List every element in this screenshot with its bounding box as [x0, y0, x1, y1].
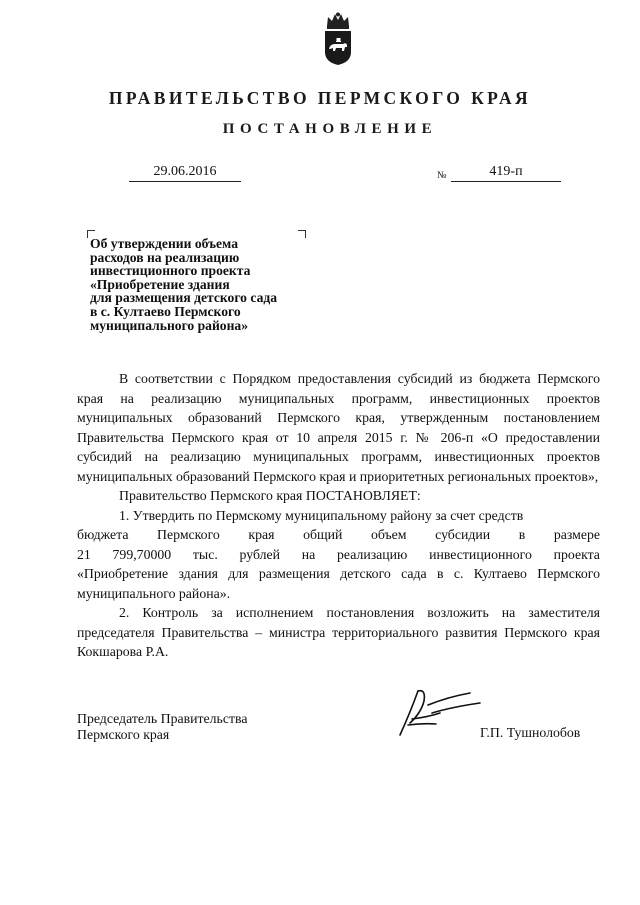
- word: на: [301, 546, 316, 562]
- date-underline: [129, 181, 241, 182]
- government-title: ПРАВИТЕЛЬСТВО ПЕРМСКОГО КРАЯ: [108, 88, 532, 108]
- item-1-first-line: 1. Утвердить по Пермскому муниципальному району за счет средств: [119, 507, 524, 523]
- item-1-line-2: [77, 525, 600, 545]
- word: края: [248, 527, 275, 542]
- item-1-line-3: [77, 545, 600, 565]
- decree-date: 29.06.2016: [153, 164, 217, 179]
- word: общий: [303, 527, 343, 542]
- word: реализацию: [337, 546, 408, 562]
- word: Пермского: [157, 527, 220, 542]
- decree-body: [77, 369, 600, 662]
- word: субсидии: [435, 527, 491, 542]
- word: 21: [77, 546, 91, 562]
- word: проекта: [553, 546, 600, 562]
- subject-line: расходов на реализацию: [90, 249, 240, 265]
- word: бюджета: [77, 527, 129, 542]
- number-underline: [451, 181, 561, 182]
- position-line: Пермского края: [77, 727, 170, 742]
- word: тыс.: [192, 546, 218, 562]
- word: рублей: [239, 546, 281, 562]
- word: размере: [553, 527, 600, 542]
- subject-line: Об утверждении объема: [90, 236, 239, 251]
- preamble-paragraph: В соответствии с Порядком предоставления субсидий из бюджета Пермского края на реализацию муниципальных программ, инвестиционных проектов муниципальных образований Пермского края, утвержденным постановлением Правительства Пермского края от 10 апреля 2015 г. № 206-п «О предоставлении субсидий на реализацию муниципальных программ, инвестиционных проектов муниципальных образований Пермского края и приоритетных региональных проектов»,: [77, 371, 600, 484]
- decree-subject: [90, 237, 320, 332]
- word: в: [518, 527, 526, 542]
- signatory-position: [77, 711, 247, 743]
- subject-line: для размещения детского сада: [90, 290, 278, 306]
- subject-line: «Приобретение здания: [90, 276, 230, 292]
- document-type-title: ПОСТАНОВЛЕНИЕ: [222, 121, 438, 137]
- number-sign: №: [437, 170, 447, 181]
- signatory-name: Г.П. Тушнолобов: [480, 725, 581, 740]
- subject-line: муниципального района»: [90, 317, 249, 333]
- word: объем: [370, 527, 407, 542]
- perm-krai-emblem-icon: [318, 12, 358, 66]
- item-2-paragraph: 2. Контроль за исполнением постановления возложить на заместителя председателя Правительства – министра территориального развития Пермского края Кокшарова Р.А.: [77, 605, 600, 659]
- item-1-rest: «Приобретение здания для размещения детского сада в с. Култаево Пермского муниципального района».: [77, 566, 600, 601]
- decree-number: 419-п: [489, 164, 523, 179]
- position-line: Председатель Правительства: [77, 711, 248, 726]
- subject-line: инвестиционного проекта: [90, 263, 251, 279]
- handwritten-signature-icon: [388, 683, 488, 741]
- resolves-paragraph: Правительство Пермского края ПОСТАНОВЛЯЕТ:: [119, 488, 421, 503]
- subject-line: в с. Култаево Пермского: [90, 303, 241, 319]
- word: инвестиционного: [429, 546, 532, 562]
- word: 799,70000: [112, 546, 172, 562]
